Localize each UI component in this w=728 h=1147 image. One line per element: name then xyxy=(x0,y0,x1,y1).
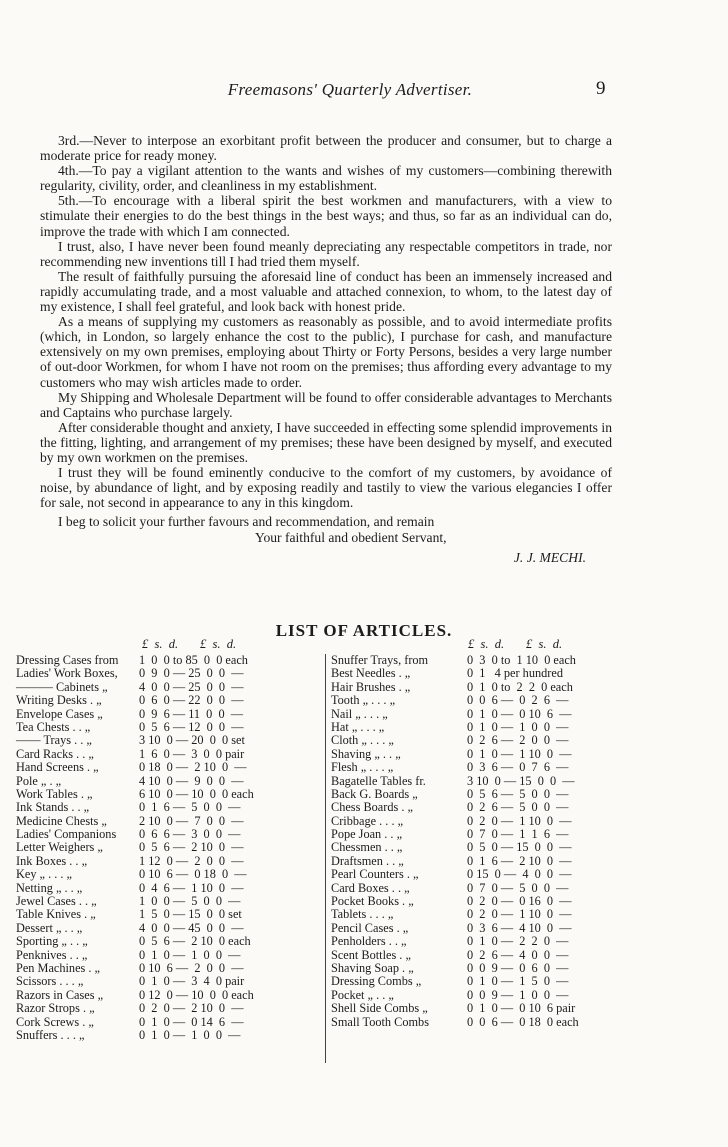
article-row xyxy=(16,654,332,667)
article-price: 0 1 0 — 0 10 6 pair xyxy=(467,1001,576,1016)
article-name: Snuffer Trays, from xyxy=(331,653,429,667)
article-price: 0 15 0 — 4 0 0 — xyxy=(467,867,572,882)
price-header-left: £ s. d. £ s. d. xyxy=(142,637,237,651)
article-price: 0 0 6 — 0 2 6 — xyxy=(467,693,569,708)
article-row xyxy=(331,882,711,895)
article-row xyxy=(331,868,711,881)
article-name: Small Tooth Combs xyxy=(331,1014,429,1029)
article-row xyxy=(16,962,332,975)
article-name: Ladies' Companions xyxy=(16,827,117,842)
article-price: 2 10 0 — 7 0 0 — xyxy=(139,813,244,828)
article-name: Table Knives . „ xyxy=(16,907,96,922)
article-price: 0 2 0 — 1 10 0 — xyxy=(467,813,572,828)
article-name: Chess Boards . „ xyxy=(331,800,413,815)
article-row xyxy=(331,922,711,935)
article-row xyxy=(331,935,711,948)
article-price: 0 9 0 — 25 0 0 — xyxy=(139,666,244,681)
article-row xyxy=(331,801,711,814)
article-price: 0 1 0 — 0 14 6 — xyxy=(139,1014,244,1029)
article-row xyxy=(331,949,711,962)
article-row xyxy=(16,681,332,694)
article-row xyxy=(16,949,332,962)
article-price: 0 5 6 — 5 0 0 — xyxy=(467,786,569,801)
signature: J. J. MECHI. xyxy=(513,549,586,565)
article-price: 0 2 6 — 2 0 0 — xyxy=(467,733,569,748)
paragraph-shipping: My Shipping and Wholesale Department will be found to offer considerable advantages to Merchants and Captains who purchase largely. xyxy=(40,389,612,420)
article-name: Nail „ . . . „ xyxy=(331,706,388,721)
article-price: 0 2 6 — 4 0 0 — xyxy=(467,947,569,962)
article-name: Pencil Cases . „ xyxy=(331,920,409,935)
article-name: Hand Screens . „ xyxy=(16,760,99,775)
article-name: Shaving Soap . „ xyxy=(331,960,414,975)
article-name: Pocket Books . „ xyxy=(331,894,414,909)
article-row xyxy=(331,748,711,761)
paragraph-improvements: After considerable thought and anxiety, I have succeeded in effecting some splendid improvements in the fitting, lighting, and arrangement of my premises; these have been designed by myself, and executed by my own workmen on the premises. xyxy=(40,419,612,465)
article-row xyxy=(16,895,332,908)
article-name: Dessert „ . . „ xyxy=(16,920,83,935)
article-price: 0 12 0 — 10 0 0 each xyxy=(139,987,254,1002)
article-price: 0 3 6 — 0 7 6 — xyxy=(467,760,569,775)
article-name: —— Trays . . „ xyxy=(16,733,92,748)
article-price: 0 1 0 — 1 0 0 — xyxy=(467,719,569,734)
page-number: 9 xyxy=(596,78,606,99)
article-price: 0 0 6 — 0 18 0 each xyxy=(467,1014,579,1029)
article-name: Ladies' Work Boxes, xyxy=(16,666,118,681)
article-row xyxy=(16,1002,332,1015)
article-name: Hat „ . . . „ xyxy=(331,719,385,734)
article-price: 0 2 0 — 0 16 0 — xyxy=(467,894,572,909)
paragraph-means: As a means of supplying my customers as reasonably as possible, and to avoid intermediate profits (which, in London, so largely enhance the cost to the public), I purchase for cash, and manufacture extensively on my own premises, employing about Thirty or Forty Persons, besides a very large number of out-door Workmen, for whom I have not room on the premises; thus affording every advantage to my customers who may wish articles made to order. xyxy=(40,314,612,390)
article-name: Card Racks . . „ xyxy=(16,746,94,761)
article-name: Cribbage . . . „ xyxy=(331,813,404,828)
article-price: 0 5 6 — 12 0 0 — xyxy=(139,719,244,734)
article-row xyxy=(331,975,711,988)
article-price: 0 1 6 — 2 10 0 — xyxy=(467,853,572,868)
article-name: Cloth „ . . . „ xyxy=(331,733,394,748)
article-name: Pocket „ . . „ xyxy=(331,987,394,1002)
article-name: Tooth „ . . . „ xyxy=(331,693,396,708)
article-row xyxy=(16,1029,332,1042)
article-price: 0 7 0 — 1 1 6 — xyxy=(467,827,569,842)
article-name: Tablets . . . „ xyxy=(331,907,394,922)
article-name: Letter Weighers „ xyxy=(16,840,103,855)
article-name: Bagatelle Tables fr. xyxy=(331,773,426,788)
article-row xyxy=(331,1016,711,1029)
article-name: Ink Boxes . . „ xyxy=(16,853,88,868)
article-name: Shell Side Combs „ xyxy=(331,1001,428,1016)
article-price: 0 4 6 — 1 10 0 — xyxy=(139,880,244,895)
article-row xyxy=(331,654,711,667)
article-price: 0 1 0 — 1 10 0 — xyxy=(467,746,572,761)
article-name: Flesh „ . . . „ xyxy=(331,760,394,775)
article-price: 0 1 0 to 2 2 0 each xyxy=(467,679,573,694)
article-row xyxy=(16,815,332,828)
article-name: Penholders . . „ xyxy=(331,934,407,949)
article-name: Jewel Cases . . „ xyxy=(16,894,97,909)
article-price: 0 10 6 — 2 0 0 — xyxy=(139,960,244,975)
article-row xyxy=(331,667,711,680)
article-name: Writing Desks . „ xyxy=(16,693,102,708)
article-price: 6 10 0 — 10 0 0 each xyxy=(139,786,254,801)
article-name: Sporting „ . . „ xyxy=(16,934,88,949)
article-price: 1 6 0 — 3 0 0 pair xyxy=(139,746,245,761)
article-row xyxy=(16,868,332,881)
article-name: Draftsmen . . „ xyxy=(331,853,404,868)
article-name: Card Boxes . . „ xyxy=(331,880,410,895)
paragraph-3rd: 3rd.—Never to interpose an exorbitant profit between the producer and consumer, but to charge a moderate price for ready money. xyxy=(40,133,612,164)
article-row xyxy=(331,1002,711,1015)
article-row xyxy=(331,721,711,734)
article-row xyxy=(16,855,332,868)
article-price: 0 2 0 — 1 10 0 — xyxy=(467,907,572,922)
article-row xyxy=(16,667,332,680)
article-row xyxy=(16,922,332,935)
paragraph-result: The result of faithfully pursuing the aforesaid line of conduct has been an immensely increased and rapidly accumulating trade, and a most valuable and attached connexion, to whom, to the latest day of my existence, I shall feel grateful, and look back with honest pride. xyxy=(40,268,612,315)
article-name: Work Tables . „ xyxy=(16,786,93,801)
article-price: 0 0 9 — 1 0 0 — xyxy=(467,987,569,1002)
article-name: Shaving „ . . „ xyxy=(331,746,401,761)
article-name: Envelope Cases „ xyxy=(16,706,103,721)
article-row xyxy=(331,761,711,774)
article-name: Dressing Cases from xyxy=(16,653,119,667)
article-name: Pope Joan . . „ xyxy=(331,827,403,842)
article-name: Razors in Cases „ xyxy=(16,987,104,1002)
article-price: 0 5 6 — 2 10 0 — xyxy=(139,840,244,855)
article-name: Razor Strops . „ xyxy=(16,1001,95,1016)
article-row xyxy=(331,989,711,1002)
article-row xyxy=(16,828,332,841)
article-row xyxy=(16,694,332,707)
articles-table-right xyxy=(331,654,711,1029)
article-row xyxy=(16,989,332,1002)
article-row xyxy=(331,828,711,841)
article-name: Pearl Counters . „ xyxy=(331,867,419,882)
article-row xyxy=(331,734,711,747)
article-row xyxy=(16,1016,332,1029)
article-price: 4 0 0 — 45 0 0 — xyxy=(139,920,244,935)
article-row xyxy=(331,788,711,801)
letter-body xyxy=(40,133,612,565)
article-name: Dressing Combs „ xyxy=(331,974,422,989)
article-name: Chessmen . . „ xyxy=(331,840,403,855)
article-price: 0 3 0 to 1 10 0 each xyxy=(467,653,576,667)
article-row xyxy=(16,975,332,988)
article-name: Best Needles . „ xyxy=(331,666,411,681)
article-price: 0 1 6 — 5 0 0 — xyxy=(139,800,241,815)
article-name: ——— Cabinets „ xyxy=(16,679,108,694)
article-name: Ink Stands . . „ xyxy=(16,800,90,815)
article-price: 0 1 0 — 2 2 0 — xyxy=(467,934,569,949)
article-price: 0 1 0 — 1 0 0 — xyxy=(139,947,241,962)
article-price: 0 3 6 — 4 10 0 — xyxy=(467,920,572,935)
article-price: 1 12 0 — 2 0 0 — xyxy=(139,853,244,868)
article-price: 1 5 0 — 15 0 0 set xyxy=(139,907,242,922)
article-name: Netting „ . . „ xyxy=(16,880,83,895)
article-row xyxy=(16,734,332,747)
article-price: 0 9 6 — 11 0 0 — xyxy=(139,706,244,721)
article-price: 0 2 6 — 5 0 0 — xyxy=(467,800,569,815)
article-name: Pole „ . „ xyxy=(16,773,62,788)
article-price: 3 10 0 — 15 0 0 — xyxy=(467,773,575,788)
article-price: 0 5 6 — 2 10 0 each xyxy=(139,934,251,949)
article-name: Key „ . . . „ xyxy=(16,867,72,882)
article-price: 0 18 0 — 2 10 0 — xyxy=(139,760,247,775)
article-name: Snuffers . . . „ xyxy=(16,1027,85,1042)
article-name: Back G. Boards „ xyxy=(331,786,418,801)
article-row xyxy=(16,882,332,895)
article-price: 1 0 0 — 5 0 0 — xyxy=(139,894,241,909)
article-name: Hair Brushes . „ xyxy=(331,679,411,694)
article-price: 0 7 0 — 5 0 0 — xyxy=(467,880,569,895)
paragraph-solicit: I beg to solicit your further favours and recommendation, and remain xyxy=(58,514,435,530)
article-price: 0 1 4 per hundred xyxy=(467,666,563,681)
article-row xyxy=(331,841,711,854)
article-row xyxy=(16,801,332,814)
article-name: Medicine Chests „ xyxy=(16,813,107,828)
article-price: 0 6 0 — 22 0 0 — xyxy=(139,693,244,708)
article-name: Scent Bottles . „ xyxy=(331,947,411,962)
list-title: LIST OF ARTICLES. xyxy=(275,621,453,640)
article-price: 3 10 0 — 20 0 0 set xyxy=(139,733,245,748)
article-price: 0 5 0 — 15 0 0 — xyxy=(467,840,572,855)
article-row xyxy=(331,681,711,694)
article-name: Tea Chests . . „ xyxy=(16,719,91,734)
article-name: Cork Screws . „ xyxy=(16,1014,94,1029)
article-price: 0 2 0 — 2 10 0 — xyxy=(139,1001,244,1016)
article-price: 4 0 0 — 25 0 0 — xyxy=(139,679,244,694)
article-row xyxy=(331,895,711,908)
article-row xyxy=(331,908,711,921)
article-row xyxy=(16,761,332,774)
article-price: 0 1 0 — 0 10 6 — xyxy=(467,706,572,721)
article-row xyxy=(331,775,711,788)
paragraph-competitors: I trust, also, I have never been found meanly depreciating any respectable competitors in trade, nor recommending new inventions till I had tried them myself. xyxy=(40,238,612,269)
article-price: 0 0 9 — 0 6 0 — xyxy=(467,960,569,975)
articles-table-left xyxy=(16,654,332,1042)
article-row xyxy=(331,855,711,868)
article-row xyxy=(16,788,332,801)
paragraph-4th: 4th.—To pay a vigilant attention to the wants and wishes of my customers—combining therewith regularity, civility, order, and cleanliness in my establishment. xyxy=(40,163,612,194)
article-name: Penknives . . „ xyxy=(16,947,88,962)
article-row xyxy=(16,935,332,948)
running-header: Freemasons' Quarterly Advertiser. xyxy=(227,80,473,99)
article-row xyxy=(16,708,332,721)
article-price: 0 6 6 — 3 0 0 — xyxy=(139,827,241,842)
article-price: 0 1 0 — 1 5 0 — xyxy=(467,974,569,989)
paragraph-comfort: I trust they will be found eminently conducive to the comfort of my customers, by avoidance of noise, by abundance of light, and by exposing readily and tastily to view the various elegancies I offer for sale, not second in appearance to any in this kingdom. xyxy=(40,465,612,511)
price-header-right: £ s. d. £ s. d. xyxy=(468,637,563,651)
article-row xyxy=(16,748,332,761)
article-row xyxy=(331,708,711,721)
article-price: 4 10 0 — 9 0 0 — xyxy=(139,773,244,788)
article-price: 0 1 0 — 1 0 0 — xyxy=(139,1027,241,1042)
article-name: Scissors . . . „ xyxy=(16,974,84,989)
article-price: 1 0 0 to 85 0 0 each xyxy=(139,653,248,667)
article-row xyxy=(16,721,332,734)
paragraph-5th: 5th.—To encourage with a liberal spirit the best workmen and manufacturers, with a view to stimulate their energies to do the best things in the best ways; and thus, so far as an individual can do, improve the trade with which I am connected. xyxy=(40,193,612,239)
closing-line: Your faithful and obedient Servant, xyxy=(255,530,447,546)
article-row xyxy=(16,908,332,921)
article-row xyxy=(16,841,332,854)
article-row xyxy=(331,694,711,707)
article-row xyxy=(16,775,332,788)
article-price: 0 10 6 — 0 18 0 — xyxy=(139,867,247,882)
article-price: 0 1 0 — 3 4 0 pair xyxy=(139,974,245,989)
article-row xyxy=(331,815,711,828)
article-name: Pen Machines . „ xyxy=(16,960,101,975)
article-row xyxy=(331,962,711,975)
